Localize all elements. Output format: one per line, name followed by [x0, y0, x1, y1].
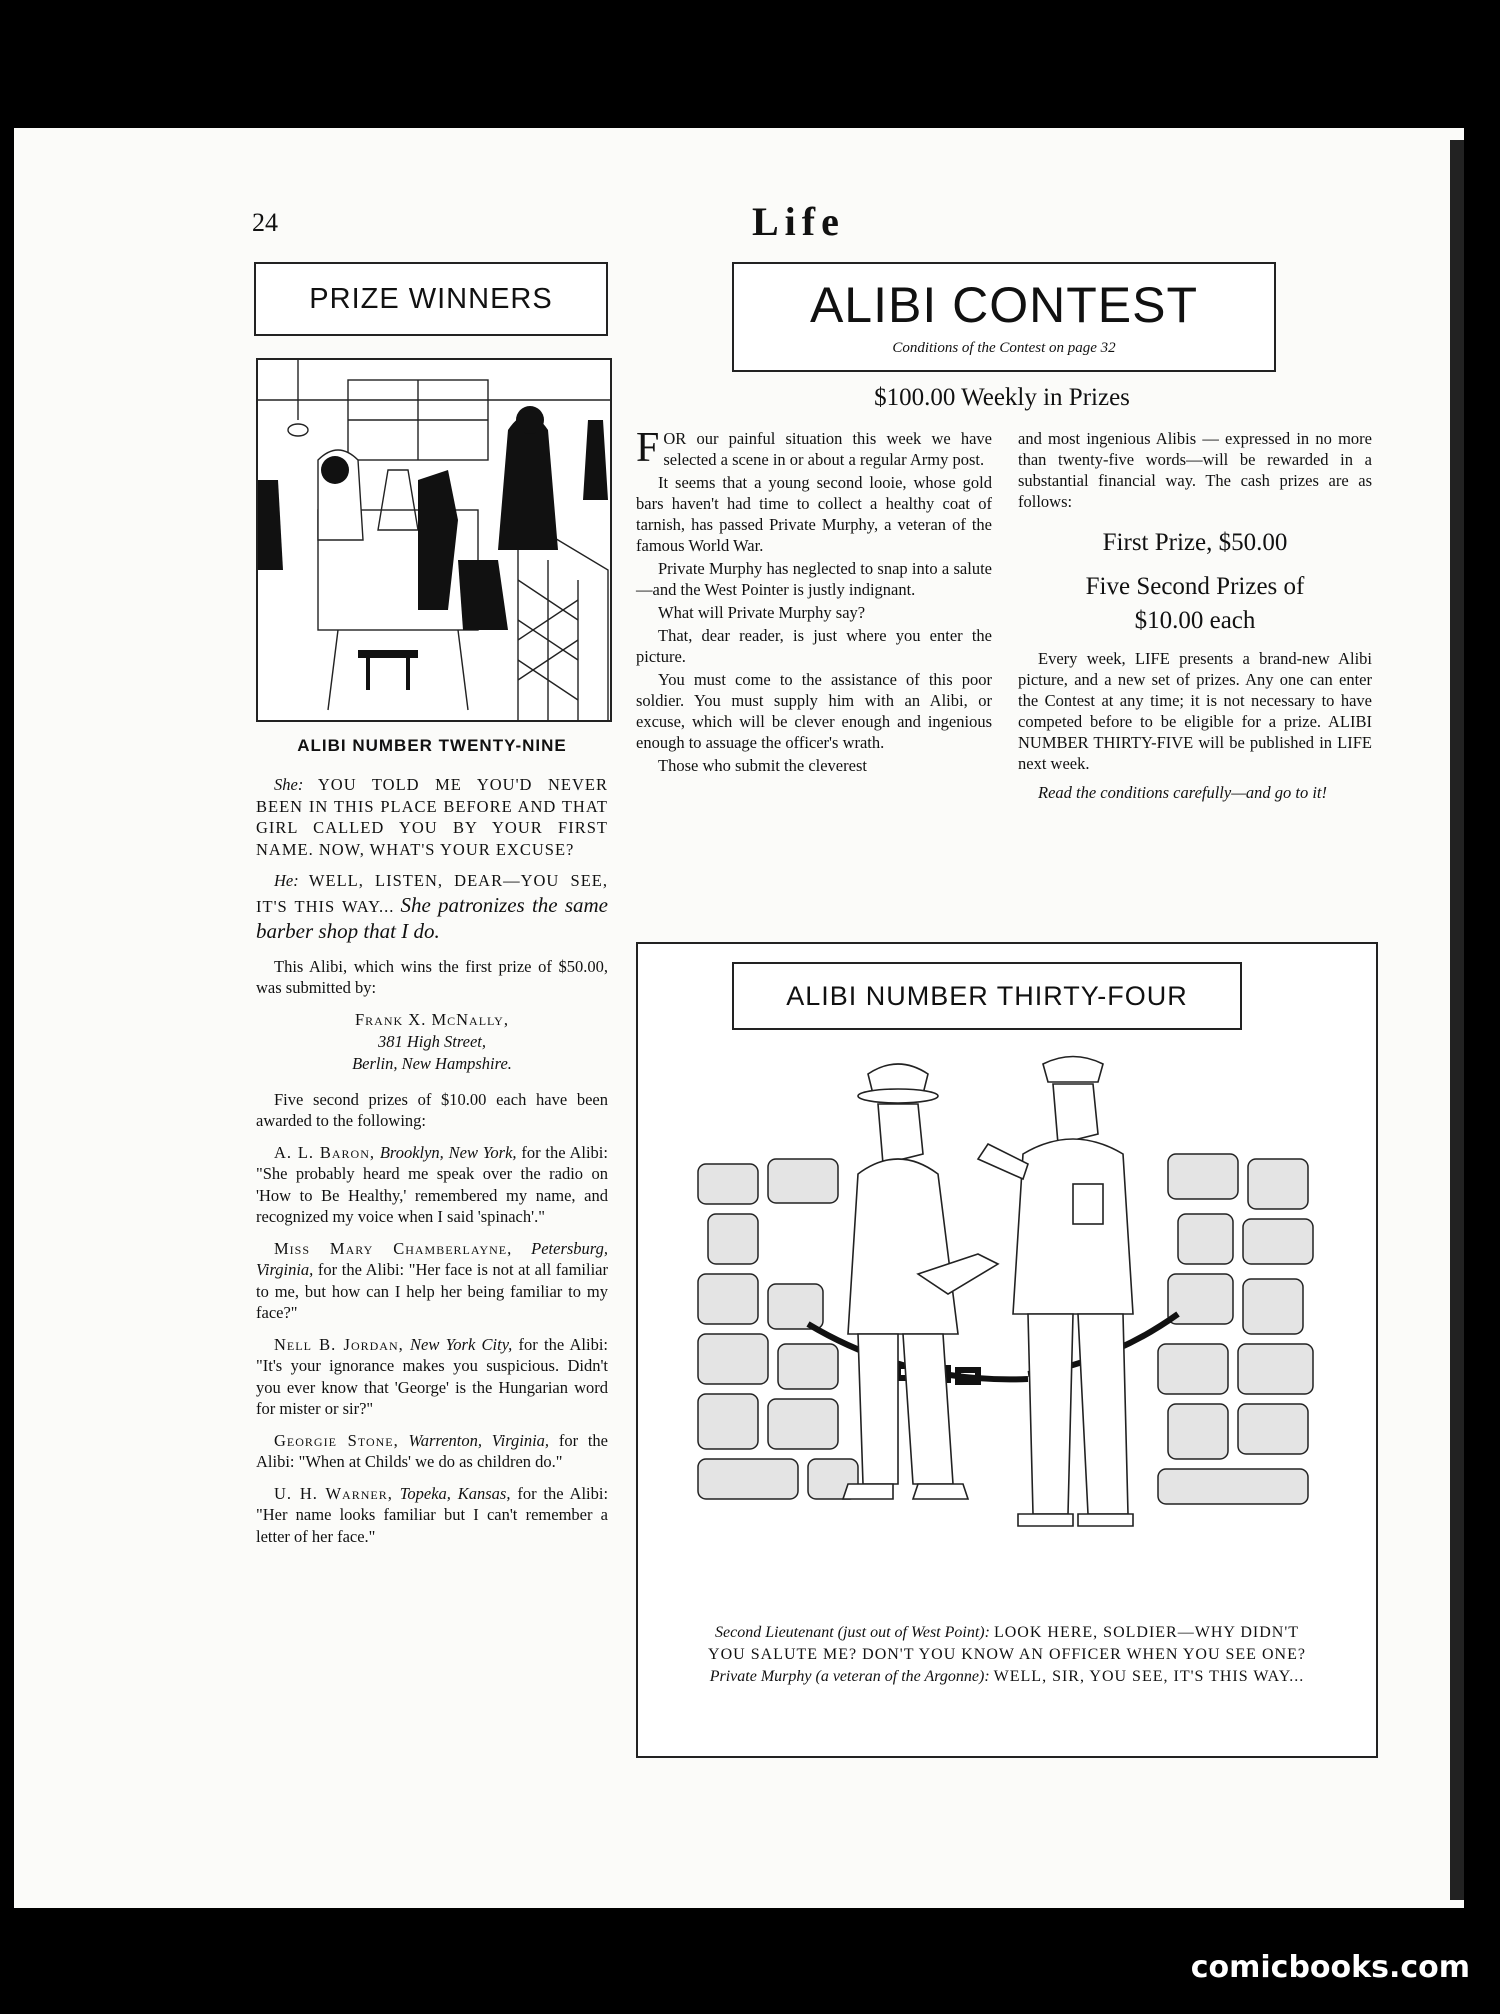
closing-instruction: Read the conditions carefully—and go to it!	[1038, 783, 1328, 802]
he-text: WELL, LISTEN, DEAR—YOU SEE, IT'S THIS WAY...	[256, 871, 608, 916]
alibi-contest-title: ALIBI CONTEST	[809, 277, 1199, 333]
second-prize-entry	[256, 1142, 608, 1228]
second-prizes-intro: Five second prizes of $10.00 each have been awarded to the following:	[256, 1089, 608, 1130]
alibi-29-caption: ALIBI NUMBER TWENTY-NINE	[297, 736, 567, 755]
alibi-34-caption	[698, 1622, 1316, 1688]
entrant-name: Georgie Stone,	[274, 1430, 399, 1450]
entrant-name: Miss Mary Chamberlayne,	[274, 1238, 513, 1258]
contest-para: Every week, LIFE presents a brand-new Alibi picture, and a new set of prizes. Any one can enter the Contest at any time; it is not necessary to have competed before to be eligible for a prize. ALIBI NUMBER THIRTY-FIVE will be published in LIFE next week.	[1018, 649, 1372, 773]
private-label: Private Murphy (a veteran of the Argonne):	[709, 1668, 990, 1685]
contest-para: It seems that a young second looie, whose gold bars haven't had time to collect a healthy coat of tarnish, has passed Private Murphy, a veteran of the famous World War.	[636, 473, 992, 555]
he-line	[256, 870, 608, 944]
entrant-alibi: for the Alibi: "It's your ignorance makes you suspicious. Didn't you ever know that 'George' is the Hungarian word for mister or sir?"	[256, 1334, 609, 1418]
masthead: Life	[752, 199, 845, 244]
contest-conditions-note: Conditions of the Contest on page 32	[892, 340, 1116, 356]
second-prize-entry	[256, 1238, 608, 1324]
second-prize-entry	[256, 1430, 608, 1473]
weekly-prizes-heading: $100.00 Weekly in Prizes	[874, 384, 1130, 411]
contest-para: Private Murphy has neglected to snap into a salute—and the West Pointer is justly indignant.	[636, 559, 992, 599]
entrant-alibi: for the Alibi: "Her name looks familiar but I can't remember a letter of her face."	[256, 1483, 609, 1546]
lieutenant-line: LOOK HERE, SOLDIER—WHY DIDN'T YOU SALUTE ME? DON'T YOU KNOW AN OFFICER WHEN YOU SEE ONE?	[708, 1624, 1306, 1663]
entrant-place: Warrenton, Virginia,	[408, 1430, 550, 1450]
entrant-alibi: for the Alibi: "When at Childs' we do as children do."	[256, 1430, 608, 1471]
alibi-34-frame	[636, 942, 1378, 1758]
she-text: YOU TOLD ME YOU'D NEVER BEEN IN THIS PLACE BEFORE AND THAT GIRL CALLED YOU BY YOUR FIRST NAME. NOW, WHAT'S YOUR EXCUSE?	[256, 775, 608, 859]
winning-alibi: She patronizes the same barber shop that I do.	[256, 892, 608, 943]
drop-cap: F	[636, 425, 660, 471]
she-line	[256, 774, 608, 860]
second-prizes-line-1: Five Second Prizes of	[1085, 573, 1305, 600]
prize-winners-box	[254, 262, 608, 336]
entrant-place: Brooklyn, New York,	[379, 1142, 517, 1162]
entrant-place: New York City,	[410, 1334, 513, 1354]
private-line: WELL, SIR, YOU SEE, IT'S THIS WAY...	[993, 1668, 1305, 1685]
entrant-name: U. H. Warner,	[274, 1483, 393, 1503]
entrant-place: Petersburg, Virginia,	[256, 1238, 608, 1279]
entrant-name: A. L. Baron,	[274, 1142, 375, 1162]
alibi-contest-box	[732, 262, 1276, 372]
contest-para: What will Private Murphy say?	[658, 603, 866, 622]
winner-name: Frank X. McNally,	[355, 1009, 509, 1029]
prize-winners-title: PRIZE WINNERS	[309, 283, 553, 315]
second-prize-entry	[256, 1334, 608, 1420]
restaurant-scene-drawing	[258, 360, 610, 720]
contest-para: That, dear reader, is just where you enter the picture.	[636, 626, 992, 666]
page-right-edge	[1450, 140, 1464, 1900]
page-number: 24	[252, 208, 278, 237]
alibi-34-title-box	[732, 962, 1242, 1030]
contest-para: and most ingenious Alibis — expressed in no more than twenty-five words—will be rewarded in a substantial financial way. The cash prizes are as follows:	[1018, 429, 1372, 511]
winner-address	[256, 1009, 608, 1075]
she-label: She:	[274, 775, 304, 794]
entrant-place: Topeka, Kansas,	[399, 1483, 511, 1503]
second-prize-entry	[256, 1483, 608, 1548]
entrant-alibi: for the Alibi: "Her face is not at all familiar to me, but how can I help her being familiar to my face?"	[256, 1260, 608, 1322]
winner-city: Berlin, New Hampshire.	[352, 1053, 512, 1073]
contest-para: You must come to the assistance of this poor soldier. You must supply him with an Alibi, or excuse, which will be clever enough and ingenious enough to assuage the officer's wrath.	[636, 670, 992, 752]
first-prize-text: This Alibi, which wins the first prize of $50.00, was submitted by:	[256, 956, 608, 997]
lieutenant-label: Second Lieutenant (just out of West Point):	[715, 1624, 990, 1641]
prize-winners-text	[256, 774, 608, 1557]
alibi-34-illustration	[688, 1044, 1328, 1584]
contest-para: Those who submit the cleverest	[658, 756, 867, 775]
he-label: He:	[274, 871, 299, 890]
contest-text-column-2	[1018, 428, 1372, 811]
contest-text-column-1	[636, 425, 992, 778]
entrant-alibi: for the Alibi: "She probably heard me speak over the radio on 'How to Be Healthy,' remembered my name, and recognized my voice when I said 'spinach'."	[256, 1142, 608, 1226]
second-prizes-line-2: $10.00 each	[1134, 607, 1256, 634]
army-post-drawing	[688, 1044, 1328, 1584]
first-prize-heading: First Prize, $50.00	[1102, 529, 1288, 556]
winner-street: 381 High Street,	[378, 1031, 486, 1051]
site-watermark: comicbooks.com	[1190, 1950, 1470, 1985]
alibi-34-title: ALIBI NUMBER THIRTY-FOUR	[786, 981, 1188, 1011]
second-prizes-heading	[1018, 570, 1372, 638]
alibi-29-illustration	[256, 358, 612, 722]
contest-para	[636, 425, 992, 471]
contest-para-text: OR our painful situation this week we have selected a scene in or about a regular Army post.	[663, 429, 992, 469]
entrant-name: Nell B. Jordan,	[274, 1334, 404, 1354]
